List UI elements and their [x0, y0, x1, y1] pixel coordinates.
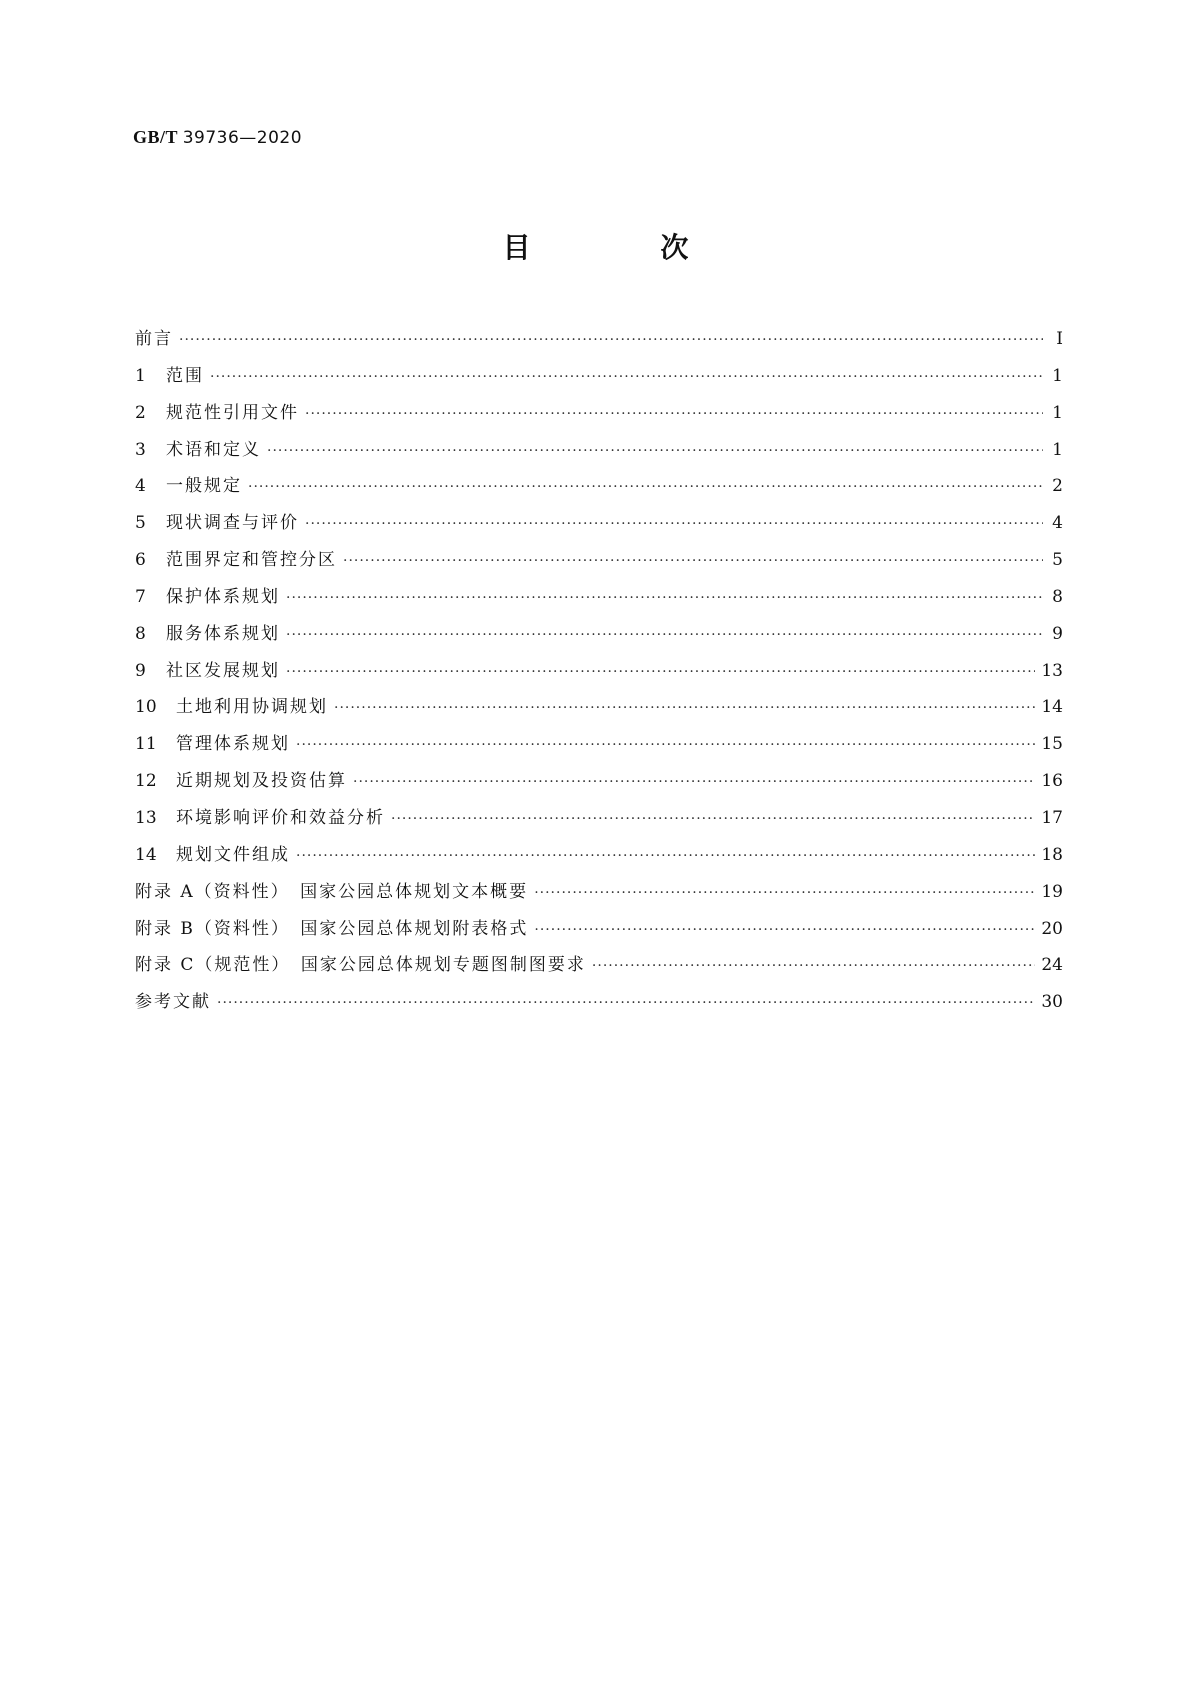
standard-code [133, 127, 302, 148]
toc-item-label: 附录 B（资料性） 国家公园总体规划附表格式 [135, 918, 529, 939]
toc-leader-dots [179, 332, 1043, 348]
toc-item-label: 3 术语和定义 [135, 439, 261, 460]
toc-item-references[interactable] [135, 987, 1063, 1024]
toc-item-label: 前言 [135, 329, 173, 349]
toc-title: 目 次 [502, 231, 749, 264]
toc-item-label: 12 近期规划及投资估算 [135, 771, 347, 792]
toc-leader-dots [534, 885, 1035, 901]
toc-leader-dots [210, 369, 1043, 385]
toc-item-page: 4 [1052, 513, 1063, 534]
toc-item-14[interactable] [135, 840, 1063, 877]
toc-item-4[interactable] [135, 471, 1063, 508]
toc-leader-dots [286, 627, 1043, 643]
toc-item-page: 30 [1041, 992, 1063, 1013]
standard-prefix: GB/T [133, 127, 178, 147]
toc-leader-dots [296, 848, 1035, 864]
toc-item-page: 19 [1041, 881, 1063, 902]
toc-list [135, 324, 1063, 1024]
toc-leader-dots [267, 443, 1043, 459]
toc-item-page: 5 [1052, 550, 1063, 571]
toc-item-9[interactable] [135, 656, 1063, 693]
toc-item-page: 8 [1052, 586, 1063, 607]
toc-item-6[interactable] [135, 545, 1063, 582]
toc-item-label: 8 服务体系规划 [135, 623, 280, 644]
toc-item-label: 5 现状调查与评价 [135, 513, 299, 534]
toc-item-label: 10 土地利用协调规划 [135, 697, 328, 718]
toc-leader-dots [391, 811, 1035, 827]
toc-item-page: 16 [1041, 771, 1063, 792]
toc-item-page: 15 [1041, 734, 1063, 755]
toc-item-label: 9 社区发展规划 [135, 660, 280, 681]
toc-item-5[interactable] [135, 508, 1063, 545]
toc-item-label: 14 规划文件组成 [135, 844, 290, 865]
toc-item-label: 附录 A（资料性） 国家公园总体规划文本概要 [135, 881, 529, 902]
toc-item-page: 2 [1052, 476, 1063, 497]
toc-item-page: 13 [1041, 660, 1063, 681]
toc-item-label: 1 范围 [135, 365, 204, 386]
toc-leader-dots [305, 516, 1043, 532]
toc-leader-dots [305, 406, 1043, 422]
toc-item-page: 17 [1041, 807, 1063, 828]
toc-item-11[interactable] [135, 729, 1063, 766]
toc-item-2[interactable] [135, 398, 1063, 435]
toc-item-13[interactable] [135, 803, 1063, 840]
toc-item-label: 6 范围界定和管控分区 [135, 550, 337, 571]
toc-item-label: 附录 C（规范性） 国家公园总体规划专题图制图要求 [135, 955, 586, 976]
toc-leader-dots [343, 553, 1043, 569]
toc-leader-dots [286, 664, 1035, 680]
toc-item-label: 参考文献 [135, 992, 211, 1013]
toc-item-10[interactable] [135, 692, 1063, 729]
toc-item-3[interactable] [135, 435, 1063, 472]
toc-item-foreword[interactable] [135, 324, 1063, 361]
toc-item-page: 9 [1052, 623, 1063, 644]
toc-item-8[interactable] [135, 619, 1063, 656]
toc-leader-dots [592, 958, 1035, 974]
toc-item-page: 18 [1041, 844, 1063, 865]
toc-item-appendix-c[interactable] [135, 950, 1063, 987]
toc-item-appendix-b[interactable] [135, 914, 1063, 951]
toc-item-1[interactable] [135, 361, 1063, 398]
toc-item-7[interactable] [135, 582, 1063, 619]
toc-item-label: 7 保护体系规划 [135, 586, 280, 607]
toc-item-label: 4 一般规定 [135, 476, 242, 497]
toc-leader-dots [286, 590, 1043, 606]
standard-number: 39736—2020 [182, 128, 303, 148]
toc-item-12[interactable] [135, 766, 1063, 803]
toc-item-label: 2 规范性引用文件 [135, 402, 299, 423]
toc-item-label: 13 环境影响评价和效益分析 [135, 807, 385, 828]
toc-item-page: 1 [1052, 402, 1063, 423]
toc-item-page: 24 [1041, 955, 1063, 976]
toc-leader-dots [248, 479, 1043, 495]
toc-item-page: 14 [1041, 697, 1063, 718]
toc-item-page: 1 [1052, 439, 1063, 460]
toc-leader-dots [534, 922, 1035, 938]
toc-item-page: 1 [1052, 365, 1063, 386]
toc-leader-dots [353, 774, 1035, 790]
toc-leader-dots [296, 737, 1035, 753]
toc-item-appendix-a[interactable] [135, 877, 1063, 914]
toc-leader-dots [217, 995, 1035, 1011]
toc-item-label: 11 管理体系规划 [135, 734, 290, 755]
toc-leader-dots [334, 700, 1035, 716]
toc-item-page: 20 [1041, 918, 1063, 939]
toc-item-page: I [1056, 329, 1063, 349]
